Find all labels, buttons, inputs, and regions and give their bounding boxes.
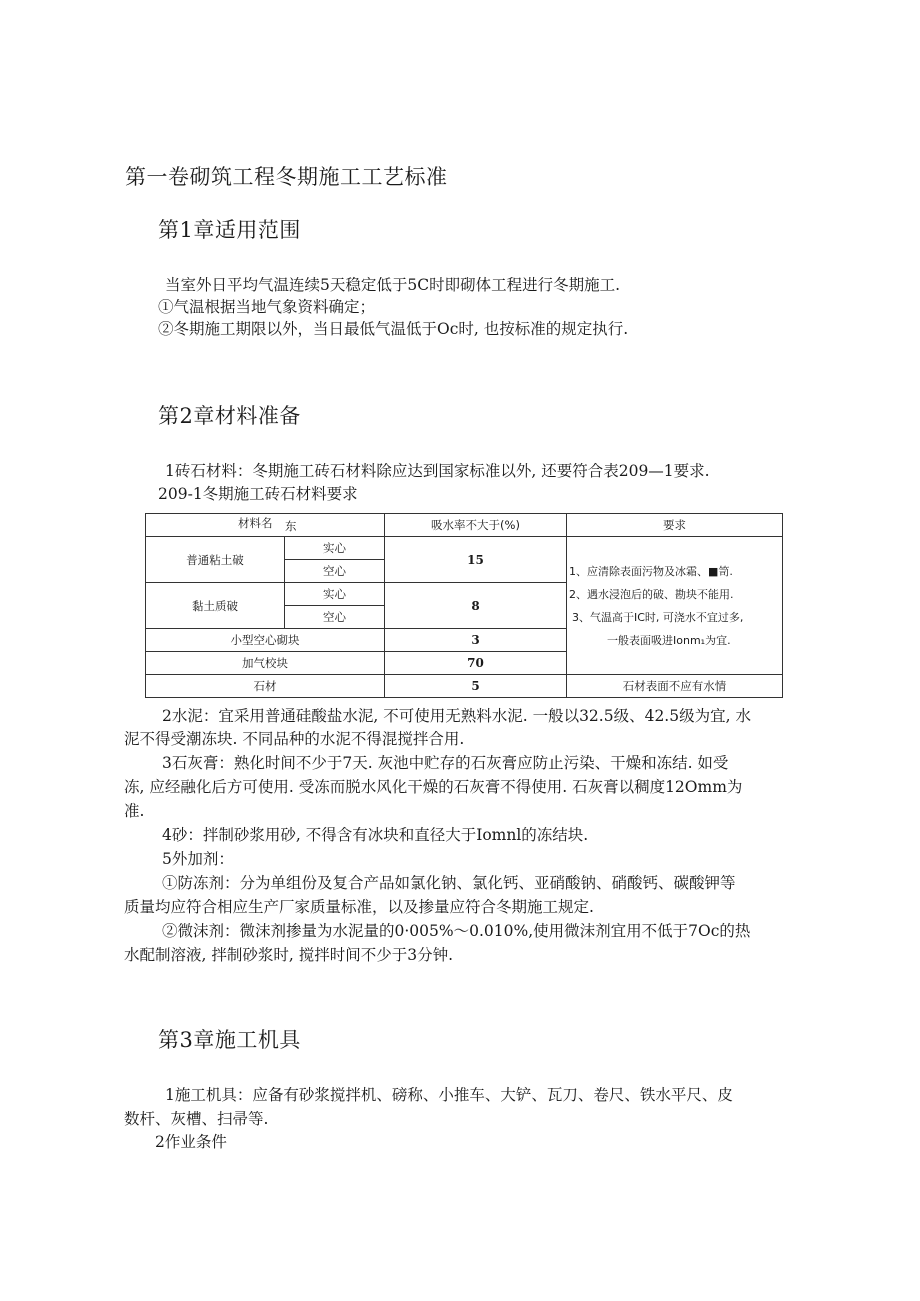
ch2-paragraph-4: 4砂：拌制砂浆用砂, 不得含有冰块和直径大于Iomnl的冻结块.	[162, 826, 589, 844]
header-material-name	[146, 514, 385, 537]
ch2-paragraph-1: 1砖石材料：冬期施工砖石材料除应达到国家标准以外, 还要符合表209—1要求.	[165, 462, 710, 480]
ch3-paragraph-1-line-2: 数杆、灰槽、扫帚等.	[124, 1110, 269, 1128]
ch2-paragraph-7-line-1: ②微沫剂：微沫剂掺量为水泥量的0·005%～0.010%,使用微沫剂宜用不低于7Oc的热	[162, 922, 751, 940]
header-material-name-text: 材料名	[238, 516, 273, 530]
req-line-1: 1、应清除表面污物及冰霜、■笥.	[569, 564, 733, 578]
table-header-row	[146, 514, 783, 537]
materials-table	[145, 513, 783, 698]
ch1-paragraph-1: 当室外日平均气温连续5天稳定低于5C时即砌体工程进行冬期施工.	[165, 276, 621, 294]
header-material-name-text-2: 东	[285, 519, 297, 533]
table-row	[146, 675, 783, 698]
row2-sub-b: 空心	[285, 606, 385, 629]
ch1-paragraph-2: ①气温根据当地气象资料确定；	[158, 298, 376, 316]
row5-name: 石材	[146, 675, 385, 698]
row2-name: 黏土质破	[146, 583, 285, 629]
row1-sub-a: 实心	[285, 537, 385, 560]
ch2-paragraph-5: 5外加剂：	[162, 850, 234, 868]
chapter-2-title: 第2章材料准备	[158, 404, 301, 428]
row4-value: 70	[385, 652, 567, 675]
row1-name: 普通粘土破	[146, 537, 285, 583]
row3-value: 3	[385, 629, 567, 652]
ch2-paragraph-3-line-1: 3石灰膏：熟化时间不少于7天. 灰池中贮存的石灰膏应防止污染、干燥和冻结. 如受	[162, 754, 729, 772]
row1-value: 15	[385, 537, 567, 583]
row5-value: 5	[385, 675, 567, 698]
chapter-3-title: 第3章施工机具	[158, 1028, 301, 1052]
ch2-paragraph-2-line-1: 2水泥：宜采用普通硅酸盐水泥, 不可使用无熟料水泥. 一般以32.5级、42.5级为宜, 水	[162, 707, 751, 725]
row2-sub-a: 实心	[285, 583, 385, 606]
row2-value: 8	[385, 583, 567, 629]
requirements-cell	[567, 537, 783, 675]
req-line-4: 一般表面吸进Ionm₁为宜.	[607, 633, 731, 647]
ch2-paragraph-6-line-1: ①防冻剂：分为单组份及复合产品如氯化钠、氯化钙、亚硝酸钠、硝酸钙、碳酸钾等	[162, 874, 736, 892]
table-caption: 209-1冬期施工砖石材料要求	[158, 485, 358, 503]
row1-sub-b: 空心	[285, 560, 385, 583]
row3-name: 小型空心砌块	[146, 629, 385, 652]
ch1-paragraph-3: ②冬期施工期限以外，当日最低气温低于Oc时, 也按标准的规定执行.	[158, 320, 629, 338]
chapter-1-title: 第1章适用范围	[158, 218, 301, 242]
header-absorption: 吸水率不大于(%)	[385, 514, 567, 537]
req-line-2: 2、遇水浸泡后的破、勘块不能用.	[569, 587, 734, 601]
header-requirements: 要求	[567, 514, 783, 537]
ch3-paragraph-1-line-1: 1施工机具：应备有砂浆搅拌机、磅称、小推车、大铲、瓦刀、卷尺、铁水平尺、皮	[165, 1086, 733, 1104]
ch3-paragraph-2: 2作业条件	[155, 1133, 227, 1151]
document-title: 第一卷砌筑工程冬期施工工艺标准	[125, 165, 448, 189]
ch2-paragraph-7-line-2: 水配制溶液, 拌制砂浆时, 搅拌时间不少于3分钟.	[124, 946, 453, 964]
row5-requirement: 石材表面不应有水情	[567, 675, 783, 698]
table-row	[146, 537, 783, 560]
ch2-paragraph-3-line-2: 冻, 应经融化后方可使用. 受冻而脱水风化干燥的石灰膏不得使用. 石灰膏以稠度12Omm为	[124, 778, 743, 796]
row4-name: 加气校块	[146, 652, 385, 675]
ch2-paragraph-6-line-2: 质量均应符合相应生产厂家质量标准，以及掺量应符合冬期施工规定.	[124, 898, 594, 916]
ch2-paragraph-2-line-2: 泥不得受潮冻块. 不同品种的水泥不得混搅拌合用.	[124, 730, 465, 748]
ch2-paragraph-3-line-3: 准.	[124, 802, 145, 820]
req-line-3: 3、气温高于IC时, 可浇水不宜过多,	[572, 610, 744, 624]
